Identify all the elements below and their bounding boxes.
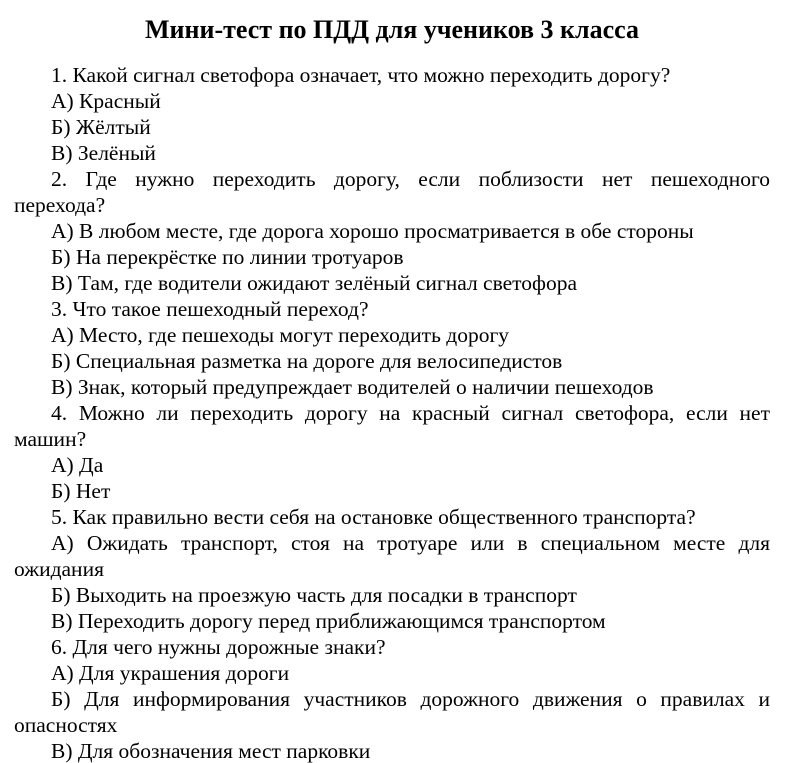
question-2-option-v: В) Там, где водители ожидают зелёный сигнал светофора (51, 271, 578, 295)
question-1-option-b: Б) Жёлтый (51, 115, 151, 139)
question-6-option-v: В) Для обозначения мест парковки (51, 739, 371, 763)
document-body (14, 62, 770, 763)
question-4-prompt-line-2: машин? (14, 427, 87, 451)
question-2-option-a: А) В любом месте, где дорога хорошо просматривается в обе стороны (51, 219, 694, 243)
question-4-option-b: Б) Нет (51, 479, 111, 503)
question-6-option-b-line-1: Б) Для информирования участников дорожного движения о правилах и (51, 687, 770, 711)
question-6 (14, 634, 770, 763)
question-1-prompt: 1. Какой сигнал светофора означает, что можно переходить дорогу? (51, 63, 671, 87)
question-3-option-a: А) Место, где пешеходы могут переходить дорогу (51, 323, 510, 347)
question-3-prompt: 3. Что такое пешеходный переход? (51, 297, 369, 321)
question-2 (14, 166, 770, 296)
question-3 (14, 296, 770, 400)
question-5-prompt: 5. Как правильно вести себя на остановке общественного транспорта? (51, 505, 696, 529)
question-1-option-v: В) Зелёный (51, 141, 156, 165)
question-6-option-b-line-2: опасностях (14, 713, 118, 737)
question-6-option-a: А) Для украшения дороги (51, 661, 290, 685)
question-5 (14, 504, 770, 634)
question-5-option-a-line-1: А) Ожидать транспорт, стоя на тротуаре или в специальном месте для (51, 531, 770, 555)
question-2-prompt-line-1: 2. Где нужно переходить дорогу, если поблизости нет пешеходного (51, 167, 770, 191)
question-1-option-a: А) Красный (51, 89, 161, 113)
question-5-option-b: Б) Выходить на проезжую часть для посадки в транспорт (51, 583, 577, 607)
question-4-option-a: А) Да (51, 453, 104, 477)
question-4 (14, 400, 770, 504)
question-1 (14, 62, 770, 166)
question-3-option-b: Б) Специальная разметка на дороге для велосипедистов (51, 349, 563, 373)
question-3-option-v: В) Знак, который предупреждает водителей о наличии пешеходов (51, 375, 654, 399)
document-title: Мини-тест по ПДД для учеников 3 класса (144, 15, 640, 44)
question-4-prompt-line-1: 4. Можно ли переходить дорогу на красный сигнал светофора, если нет (51, 401, 770, 425)
question-2-option-b: Б) На перекрёстке по линии тротуаров (51, 245, 404, 269)
question-5-option-v: В) Переходить дорогу перед приближающимся транспортом (51, 609, 606, 633)
question-6-prompt: 6. Для чего нужны дорожные знаки? (51, 635, 386, 659)
question-5-option-a-line-2: ожидания (14, 557, 104, 581)
question-2-prompt-line-2: перехода? (14, 193, 106, 217)
